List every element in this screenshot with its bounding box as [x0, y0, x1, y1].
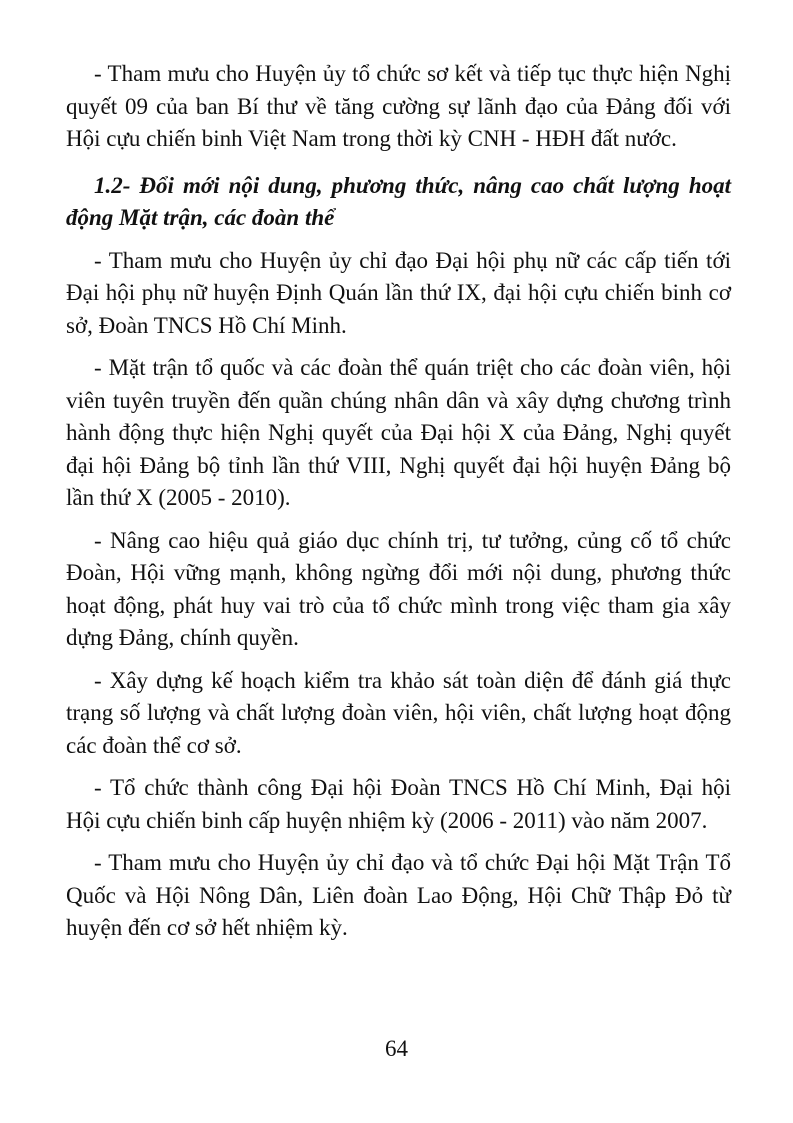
section-heading: 1.2- Đổi mới nội dung, phương thức, nâng cao chất lượng hoạt động Mặt trận, các đoàn thể: [66, 172, 731, 230]
page-number: 64: [385, 1036, 408, 1061]
paragraph: - Mặt trận tổ quốc và các đoàn thể quán triệt cho các đoàn viên, hội viên tuyên truyền đến quần chúng nhân dân và xây dựng chương trình hành động thực hiện Nghị quyết của Đại hội X của Đảng, Nghị quyết đại hội Đảng bộ tỉnh lần thứ VIII, Nghị quyết đại hội huyện Đảng bộ lần thứ X (2005 - 2010).: [66, 355, 731, 510]
paragraph: - Nâng cao hiệu quả giáo dục chính trị, tư tưởng, củng cố tổ chức Đoàn, Hội vững mạnh, không ngừng đổi mới nội dung, phương thức hoạt động, phát huy vai trò của tổ chức mình trong việc tham gia xây dựng Đảng, chính quyền.: [66, 527, 731, 650]
page-body: [66, 58, 731, 945]
paragraph: - Tham mưu cho Huyện ủy chỉ đạo và tổ chức Đại hội Mặt Trận Tổ Quốc và Hội Nông Dân, Liên đoàn Lao Động, Hội Chữ Thập Đỏ từ huyện đến cơ sở hết nhiệm kỳ.: [66, 850, 731, 940]
paragraph: - Tổ chức thành công Đại hội Đoàn TNCS Hồ Chí Minh, Đại hội Hội cựu chiến binh cấp huyện nhiệm kỳ (2006 - 2011) vào năm 2007.: [66, 775, 731, 833]
paragraph: - Xây dựng kế hoạch kiểm tra khảo sát toàn diện để đánh giá thực trạng số lượng và chất lượng đoàn viên, hội viên, chất lượng hoạt động các đoàn thể cơ sở.: [66, 667, 731, 758]
paragraph: - Tham mưu cho Huyện ủy tổ chức sơ kết và tiếp tục thực hiện Nghị quyết 09 của ban Bí thư về tăng cường sự lãnh đạo của Đảng đối với Hội cựu chiến binh Việt Nam trong thời kỳ CNH - HĐH đất nước.: [66, 61, 731, 151]
paragraph: - Tham mưu cho Huyện ủy chỉ đạo Đại hội phụ nữ các cấp tiến tới Đại hội phụ nữ huyện Định Quán lần thứ IX, đại hội cựu chiến binh cơ sở, Đoàn TNCS Hồ Chí Minh.: [66, 247, 731, 338]
